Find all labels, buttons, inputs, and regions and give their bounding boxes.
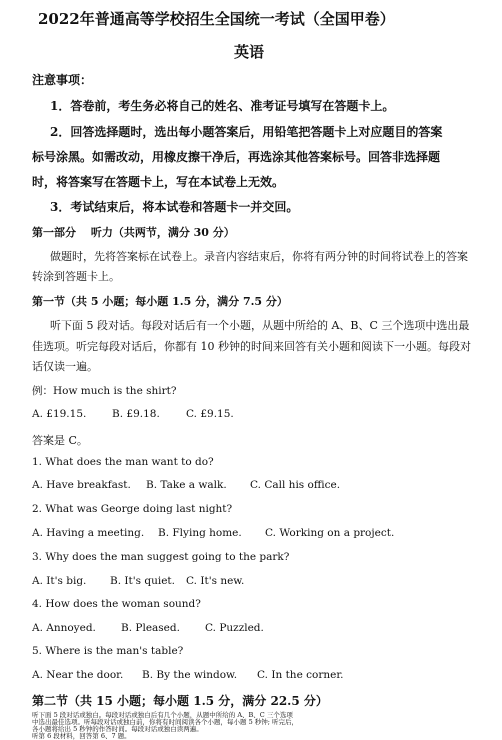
- example-option-b: B. £9.18.: [112, 408, 160, 420]
- section2-intro-line-4: 听第 6 段材料，回答第 6、7 题。: [32, 732, 131, 740]
- question-5-option-c: C. In the corner.: [257, 669, 344, 681]
- section2-heading: 第二节（共 15 小题；每小题 1.5 分，满分 22.5 分）: [32, 694, 328, 708]
- question-5-option-a: A. Near the door.: [32, 669, 124, 681]
- question-3: 3. Why does the man suggest going to the park?: [32, 551, 290, 563]
- question-2-option-b: B. Flying home.: [158, 527, 242, 539]
- section1-heading: 第一节（共 5 小题；每小题 1.5 分，满分 7.5 分）: [32, 295, 288, 308]
- question-3-option-a: A. It's big.: [32, 575, 87, 587]
- question-3-option-b: B. It's quiet.: [110, 575, 175, 587]
- part1-heading: 第一部分 听力（共两节，满分 30 分）: [32, 226, 235, 239]
- question-5: 5. Where is the man's table?: [32, 645, 184, 657]
- example-question: 例：How much is the shirt?: [32, 385, 177, 397]
- question-1-option-b: B. Take a walk.: [146, 479, 227, 491]
- question-5-option-b: B. By the window.: [142, 669, 238, 681]
- notice-heading: 注意事项：: [32, 73, 93, 87]
- section1-intro-line-3: 话仅读一遍。: [32, 360, 98, 373]
- section2-intro-line-1: 听下面 5 段对话或独白。每段对话或独白后有几个小题，从题中所给的 A、B、C 三个选项: [32, 711, 293, 719]
- example-answer: 答案是 C。: [32, 434, 88, 447]
- exam-title: 2022年普通高等学校招生全国统一考试（全国甲卷）: [38, 10, 395, 28]
- notice-item-2-line-3: 时，将答案写在答题卡上，写在本试卷上无效。: [32, 175, 285, 189]
- section2-intro-line-3: 各小题将给出 5 秒钟的作答时间。每段对话或独白读两遍。: [32, 725, 203, 733]
- question-2-option-c: C. Working on a project.: [265, 527, 395, 539]
- notice-item-2-line-1: 2．回答选择题时，选出每小题答案后，用铅笔把答题卡上对应题目的答案: [50, 125, 443, 139]
- part1-intro-line-2: 转涂到答题卡上。: [32, 270, 120, 283]
- section1-intro-line-2: 佳选项。听完每段对话后，你都有 10 秒钟的时间来回答有关小题和阅读下一小题。每段对: [32, 340, 471, 353]
- example-option-c: C. £9.15.: [186, 408, 234, 420]
- part1-intro-line-1: 做题时，先将答案标在试卷上。录音内容结束后，你将有两分钟的时间将试卷上的答案: [50, 250, 468, 263]
- question-4-option-c: C. Puzzled.: [205, 622, 264, 634]
- question-2-option-a: A. Having a meeting.: [32, 527, 145, 539]
- notice-item-3: 3．考试结束后，将本试卷和答题卡一并交回。: [50, 200, 299, 214]
- question-1: 1. What does the man want to do?: [32, 456, 214, 468]
- question-1-option-c: C. Call his office.: [250, 479, 341, 491]
- notice-item-1: 1．答卷前，考生务必将自己的姓名、准考证号填写在答题卡上。: [50, 99, 395, 113]
- question-2: 2. What was George doing last night?: [32, 503, 233, 515]
- section1-intro-line-1: 听下面 5 段对话。每段对话后有一个小题，从题中所给的 A、B、C 三个选项中选出最: [50, 319, 470, 332]
- example-option-a: A. £19.15.: [32, 408, 87, 420]
- question-4-option-b: B. Pleased.: [121, 622, 180, 634]
- subject-title: 英语: [234, 43, 265, 61]
- question-1-option-a: A. Have breakfast.: [32, 479, 131, 491]
- question-3-option-c: C. It's new.: [186, 575, 245, 587]
- notice-item-2-line-2: 标号涂黑。如需改动，用橡皮擦干净后，再选涂其他答案标号。回答非选择题: [32, 150, 441, 164]
- section2-intro-line-2: 中选出最佳选项。听每段对话或独白前，你将有时间阅读各个小题，每小题 5 秒钟; 听完后，: [32, 718, 299, 726]
- question-4-option-a: A. Annoyed.: [32, 622, 96, 634]
- question-4: 4. How does the woman sound?: [32, 598, 201, 610]
